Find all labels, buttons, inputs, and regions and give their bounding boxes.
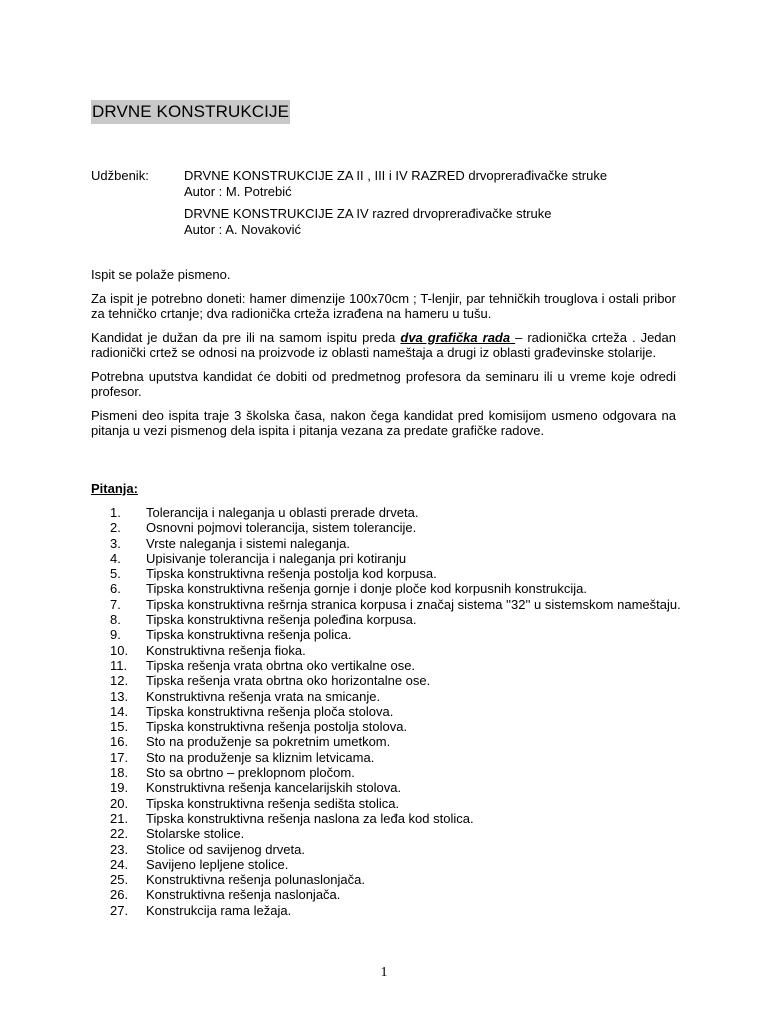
question-number-text: 1. — [110, 505, 121, 520]
question-item — [91, 780, 681, 795]
question-number-text: 24. — [110, 856, 129, 872]
question-text: Konstruktivna rešenja polunaslonjača. — [146, 872, 365, 888]
question-number — [91, 826, 146, 841]
question-text: Tipska konstruktivna rešenja sedišta stolica. — [146, 795, 400, 811]
question-number — [91, 750, 146, 765]
question-text: Stolarske stolice. — [146, 826, 245, 842]
question-item — [91, 520, 681, 535]
question-text: Stolice od savijenog drveta. — [146, 841, 305, 857]
question-item — [91, 551, 681, 566]
question-number-text: 6. — [110, 581, 121, 597]
question-item — [91, 673, 681, 688]
question-item — [91, 689, 681, 704]
text-segment: – radionička crteža . Jedan radionički crtež se odnosi na proizvode iz oblasti nameštaja a drugi iz oblasti građevinske stolarije. — [91, 329, 676, 360]
question-number — [91, 887, 146, 902]
question-item — [91, 505, 681, 520]
question-number — [91, 689, 146, 704]
question-number — [91, 796, 146, 811]
question-item — [91, 842, 681, 857]
question-number — [91, 811, 146, 826]
question-number — [91, 612, 146, 627]
question-number-text: 2. — [110, 520, 121, 536]
question-number — [91, 536, 146, 551]
question-item — [91, 826, 681, 841]
textbook-author: Autor : A. Novaković — [184, 222, 302, 237]
question-number-text: 14. — [110, 703, 129, 719]
question-number-text: 27. — [110, 902, 129, 918]
question-number-text: 8. — [110, 612, 121, 628]
questions-heading: Pitanja: — [91, 481, 138, 496]
question-text: Konstrukcija rama ležaja. — [146, 902, 292, 918]
question-number — [91, 842, 146, 857]
question-text: Tipska konstruktivna rešenja polica. — [146, 627, 352, 643]
textbook-list — [184, 168, 691, 244]
question-text: Vrste naleganja i sistemi naleganja. — [146, 535, 351, 551]
question-number — [91, 780, 146, 795]
question-item — [91, 643, 681, 658]
question-number-text: 18. — [110, 765, 129, 781]
question-item — [91, 719, 681, 734]
question-item — [91, 765, 681, 780]
paragraph-instructions: Potrebna uputstva kandidat će dobiti od predmetnog profesora da seminaru ili u vreme koje odredi profesor. — [91, 368, 676, 399]
question-item — [91, 872, 681, 887]
document-title: DRVNE KONSTRUKCIJE — [91, 100, 290, 124]
question-number — [91, 520, 146, 535]
question-text: Tolerancija i naleganja u oblasti prerade drveta. — [146, 505, 419, 520]
question-number-text: 20. — [110, 795, 129, 811]
question-number-text: 22. — [110, 826, 129, 842]
question-item — [91, 811, 681, 826]
question-text: Tipska rešenja vrata obrtna oko horizontalne ose. — [146, 673, 431, 689]
question-number — [91, 734, 146, 749]
textbook-title: DRVNE KONSTRUKCIJE ZA II , III i IV RAZRED drvoprerađivačke struke — [184, 168, 608, 183]
question-number — [91, 597, 146, 612]
textbooks-section — [91, 168, 691, 244]
page-number: 1 — [380, 965, 388, 980]
question-item — [91, 581, 681, 596]
question-number — [91, 658, 146, 673]
question-text: Savijeno lepljene stolice. — [146, 856, 289, 872]
question-number — [91, 872, 146, 887]
question-number — [91, 857, 146, 872]
question-item — [91, 704, 681, 719]
question-number — [91, 505, 146, 520]
question-number — [91, 627, 146, 642]
question-number-text: 17. — [110, 749, 129, 765]
question-number-text: 19. — [110, 780, 129, 796]
textbook-title: DRVNE KONSTRUKCIJE ZA IV razred drvoprerađivačke struke — [184, 206, 552, 221]
question-item — [91, 903, 681, 918]
question-number-text: 12. — [110, 673, 129, 689]
question-text: Konstruktivna rešenja kancelarijskih stolova. — [146, 780, 402, 796]
question-text: Konstruktivna rešenja naslonjača. — [146, 887, 341, 903]
paragraph-exam-duration: Pismeni deo ispita traje 3 školska časa, nakon čega kandidat pred komisijom usmeno odgovara na pitanja u vezi pismenog dela ispita i pitanja vezana za predate grafičke radove. — [91, 407, 676, 438]
question-number — [91, 704, 146, 719]
question-text: Konstruktivna rešenja vrata na smicanje. — [146, 688, 381, 704]
question-number — [91, 719, 146, 734]
question-number-text: 21. — [110, 810, 129, 826]
question-number-text: 5. — [110, 566, 121, 582]
question-text: Tipska konstruktivna rešenja naslona za leđa kod stolica. — [146, 810, 474, 826]
question-item — [91, 566, 681, 581]
question-text: Tipska konstruktivna rešenja gornje i donje ploče kod korpusnih konstrukcija. — [146, 581, 588, 597]
question-text: Sto sa obrtno – preklopnom pločom. — [146, 765, 355, 781]
question-text: Tipska konstruktivna rešenja postolja stolova. — [146, 719, 408, 735]
question-text: Upisivanje tolerancija i naleganja pri kotiranju — [146, 550, 407, 566]
question-text: Sto na produženje sa kliznim letvicama. — [146, 749, 375, 765]
question-number-text: 25. — [110, 872, 129, 888]
question-number-text: 16. — [110, 734, 129, 750]
question-item — [91, 750, 681, 765]
question-item — [91, 887, 681, 902]
paragraph-graphic-works — [91, 330, 676, 361]
question-number — [91, 551, 146, 566]
textbook-entry — [184, 168, 691, 200]
question-number — [91, 765, 146, 780]
question-number — [91, 673, 146, 688]
question-number-text: 4. — [110, 550, 121, 566]
question-number — [91, 643, 146, 658]
question-number-text: 3. — [110, 535, 121, 551]
text-segment: Kandidat je dužan da pre ili na samom ispitu preda — [91, 329, 401, 345]
question-number-text: 23. — [110, 841, 129, 857]
paragraph-exam-form: Ispit se polaže pismeno. — [91, 267, 231, 282]
question-text: Tipska rešenja vrata obrtna oko vertikalne ose. — [146, 657, 416, 673]
question-number-text: 13. — [110, 688, 129, 704]
question-text: Osnovni pojmovi tolerancija, sistem tolerancije. — [146, 520, 417, 536]
question-number-text: 10. — [110, 642, 129, 658]
question-number-text: 7. — [110, 596, 121, 612]
emphasis-graphic-works: dva grafička rada — [400, 329, 516, 345]
question-item — [91, 796, 681, 811]
question-item — [91, 536, 681, 551]
question-number — [91, 566, 146, 581]
question-item — [91, 627, 681, 642]
question-number-text: 9. — [110, 627, 121, 643]
question-text: Konstruktivna rešenja fioka. — [146, 642, 306, 658]
question-item — [91, 597, 681, 612]
question-number-text: 26. — [110, 887, 129, 903]
question-item — [91, 658, 681, 673]
question-text: Tipska konstruktivna rešenja ploča stolova. — [146, 703, 394, 719]
question-text: Tipska konstruktivna rešrnja stranica korpusa i značaj sistema ''32'' u sistemskom nameštaju. — [146, 596, 681, 612]
question-number-text: 11. — [110, 657, 128, 673]
question-number — [91, 581, 146, 596]
question-number — [91, 903, 146, 918]
question-item — [91, 857, 681, 872]
paragraph-required-materials: Za ispit je potrebno doneti: hamer dimenzije 100x70cm ; T-lenjir, par tehničkih trouglova i ostali pribor za tehničko crtanje; dva radionička crteža izrađena na hameru u tušu. — [91, 290, 676, 321]
textbook-author: Autor : M. Potrebić — [184, 184, 292, 199]
textbook-label: Udžbenik: — [91, 168, 149, 183]
question-text: Tipska konstruktivna rešenja postolja kod korpusa. — [146, 566, 437, 582]
textbook-entry — [184, 206, 691, 238]
question-text: Tipska konstruktivna rešenja poleđina korpusa. — [146, 612, 417, 628]
question-text: Sto na produženje sa pokretnim umetkom. — [146, 734, 391, 750]
question-item — [91, 612, 681, 627]
question-number-text: 15. — [110, 719, 129, 735]
question-item — [91, 734, 681, 749]
questions-list — [91, 505, 681, 918]
exam-info — [91, 267, 676, 447]
